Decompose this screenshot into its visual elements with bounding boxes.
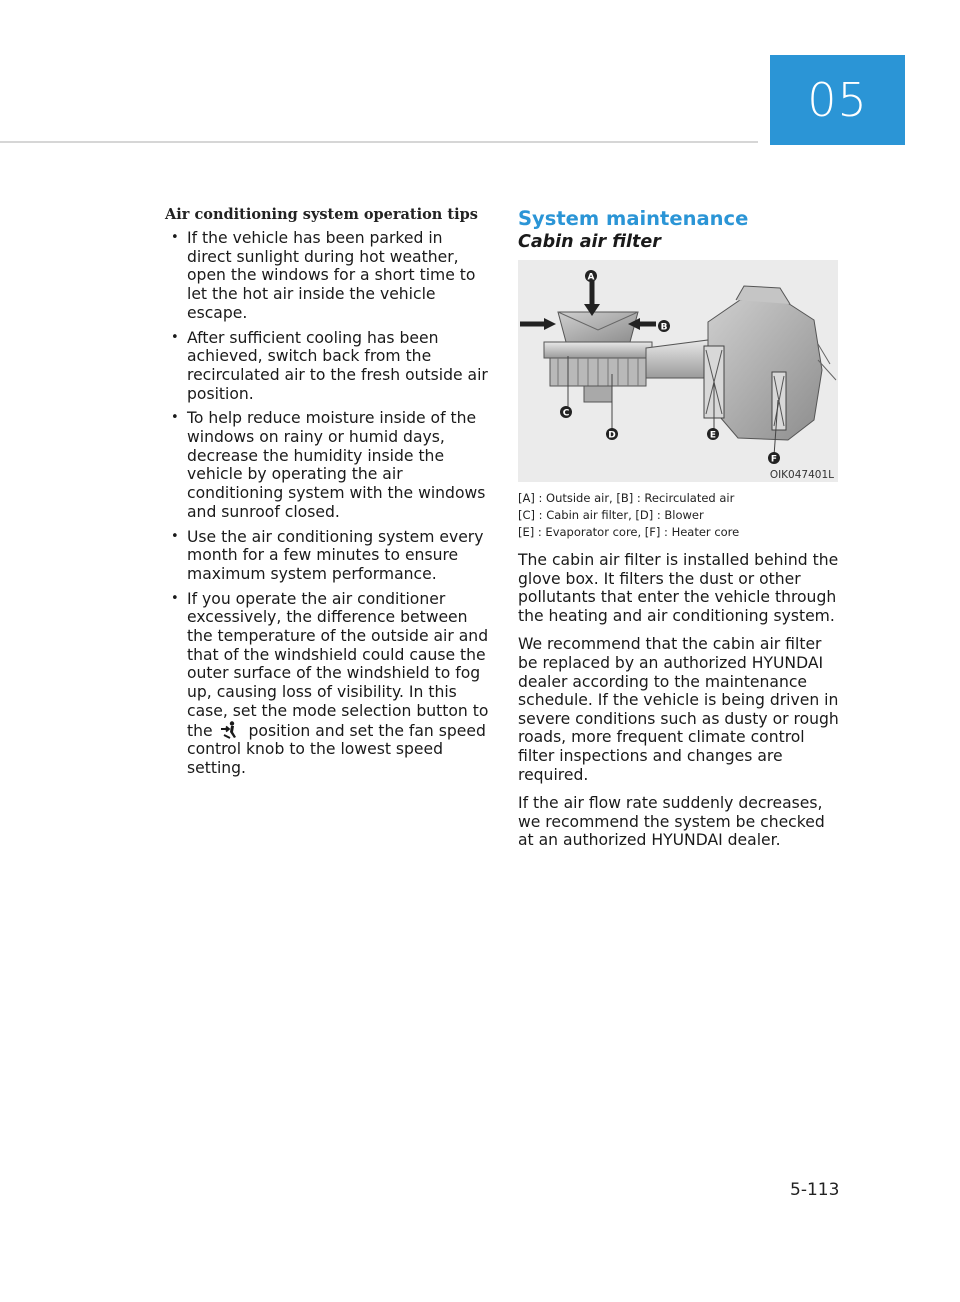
- label-e: E: [709, 430, 717, 441]
- bullet-icon: •: [171, 528, 179, 544]
- label-a: A: [587, 272, 595, 283]
- header-rule: [0, 141, 758, 143]
- label-c: C: [562, 408, 570, 419]
- figure-caption: [518, 490, 843, 541]
- right-column: [518, 206, 843, 850]
- paragraph: The cabin air filter is installed behind the glove box. It filters the dust or other pollutants that enter the vehicle through the heating and air conditioning system.: [518, 551, 839, 625]
- bullet-icon: •: [171, 590, 179, 606]
- caption-line: [A] : Outside air, [B] : Recirculated air: [518, 491, 735, 505]
- bullet-icon: •: [171, 410, 179, 426]
- caption-line: [C] : Cabin air filter, [D] : Blower: [518, 508, 704, 522]
- bullet-icon: •: [171, 329, 179, 345]
- left-column: [165, 206, 490, 784]
- label-d: D: [608, 430, 616, 441]
- paragraph: If the air flow rate suddenly decreases, we recommend the system be checked at an authorized HYUNDAI dealer.: [518, 794, 825, 850]
- list-item: • After sufficient cooling has been achieved, switch back from the recirculated air to the fresh outside air position.: [171, 328, 488, 403]
- caption-line: [E] : Evaporator core, [F] : Heater core: [518, 525, 740, 539]
- body-text: [518, 551, 843, 850]
- list-item: • If the vehicle has been parked in direct sunlight during hot weather, open the windows for a short time to let the hot air inside the vehicle escape.: [171, 229, 476, 322]
- paragraph: We recommend that the cabin air filter be replaced by an authorized HYUNDAI dealer according to the maintenance schedule. If the vehicle is being driven in severe conditions such as dusty or rough roads, more frequent climate control filter inspections and changes are required.: [518, 635, 839, 784]
- floor-mode-icon: [218, 721, 244, 739]
- page-number: 5-113: [790, 1180, 840, 1200]
- bullet-icon: •: [171, 230, 179, 245]
- chapter-tab: 05: [770, 55, 905, 145]
- section-title: System maintenance: [518, 207, 749, 230]
- subsection-title: Cabin air filter: [518, 232, 661, 252]
- label-f: F: [770, 454, 778, 465]
- list-item: • Use the air conditioning system every month for a few minutes to ensure maximum system performance.: [171, 527, 484, 583]
- label-b: B: [660, 322, 668, 333]
- figure-code: OIK047401L: [769, 469, 834, 481]
- hvac-diagram: [518, 260, 838, 482]
- hvac-illustration: [518, 260, 838, 482]
- list-item: • To help reduce moisture inside of the windows on rainy or humid days, decrease the humidity inside the vehicle by operating the air conditioning system with the windows and sunroof closed.: [171, 409, 486, 521]
- tips-heading: Air conditioning system operation tips: [165, 206, 478, 223]
- tips-list: [165, 229, 490, 778]
- list-item: • If you operate the air conditioner excessively, the difference between the temperature of the outside air and that of the windshield could cause the outer surface of the windshield to fog up, causing loss of visibility. In this case, set the mode selection button to the position and set the fan speed control knob to the lowest speed setting.: [171, 589, 489, 777]
